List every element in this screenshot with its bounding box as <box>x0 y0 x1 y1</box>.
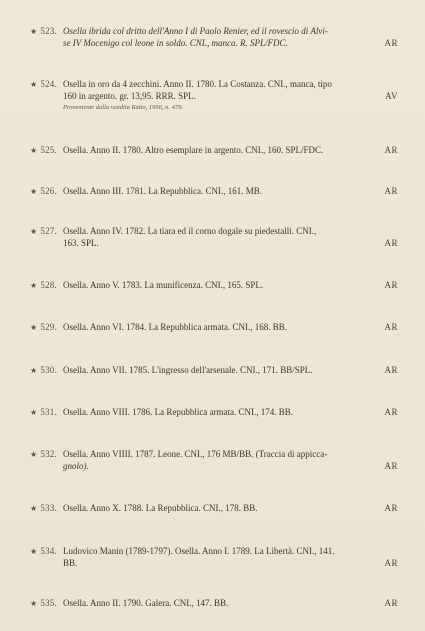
lot-number: ★ 534. <box>30 546 57 556</box>
star-icon: ★ <box>30 599 38 608</box>
lot-description: Osella. Anno VIII. 1786. La Repubblica armata. CNI., 174. BB. <box>63 407 294 417</box>
star-icon: ★ <box>30 323 38 332</box>
metal-code: AR <box>384 598 398 608</box>
provenance-note: Proveniente dalla vendita Ratto, 1956, n. 479. <box>63 104 183 111</box>
lot-description: Osella. Anno VII. 1785. L'ingresso dell'arsenale. CNI., 171. BB/SPL. <box>63 365 313 375</box>
star-icon: ★ <box>30 281 38 290</box>
star-icon: ★ <box>30 504 38 513</box>
lot-description: Osella in oro da 4 zecchini. Anno II. 1780. La Costanza. CNI., manca, tipo 160 in argento. gr. 13,95. RRR. SPL. Proveniente dalla vendita Ratto, 1956, n. 479. <box>63 78 398 112</box>
lot-description: Osella. Anno VIIII. 1787. Leone. CNI., 176 MB/BB. (Traccia di appicca- gnolo). <box>63 449 328 471</box>
metal-code: AR <box>384 407 398 417</box>
star-icon: ★ <box>30 146 38 155</box>
star-icon: ★ <box>30 408 38 417</box>
lot-number: ★ 527. <box>30 226 57 236</box>
star-icon: ★ <box>30 27 38 36</box>
star-icon: ★ <box>30 366 38 375</box>
lot-number: ★ 533. <box>30 503 57 513</box>
lot-number: ★ 528. <box>30 280 57 290</box>
lot-number: ★ 524. <box>30 79 57 89</box>
metal-code: AV <box>385 91 398 101</box>
star-icon: ★ <box>30 450 38 459</box>
lot-description: Osella. Anno II. 1790. Galera. CNI., 147. BB. <box>63 598 229 608</box>
lot-description: Osella ibrida col dritto dell'Anno I di Paolo Renier, ed il rovescio di Alvi- se IV Mocenigo col leone in soldo. CNI., manca. R. SPL/FDC. <box>63 26 328 48</box>
lot-number: ★ 526. <box>30 186 57 196</box>
lot-number: ★ 532. <box>30 449 57 459</box>
metal-code: AR <box>384 145 398 155</box>
metal-code: AR <box>384 558 398 568</box>
metal-code: AR <box>384 322 398 332</box>
metal-code: AR <box>384 503 398 513</box>
lot-description: Osella. Anno VI. 1784. La Repubblica armata. CNI., 168. BB. <box>63 322 288 332</box>
metal-code: AR <box>384 238 398 248</box>
lot-number: ★ 531. <box>30 407 57 417</box>
lot-description: Osella. Anno III. 1781. La Repubblica. CNI., 161. MB. <box>63 186 262 196</box>
lot-description: Osella. Anno IV. 1782. La tiara ed il corno dogale su piedestalli. CNI., 163. SPL. <box>63 226 317 248</box>
lot-number: ★ 523. <box>30 26 57 36</box>
lot-number: ★ 525. <box>30 145 57 155</box>
metal-code: AR <box>384 461 398 471</box>
star-icon: ★ <box>30 80 38 89</box>
lot-number: ★ 530. <box>30 365 57 375</box>
lot-number: ★ 535. <box>30 598 57 608</box>
lot-number: ★ 529. <box>30 322 57 332</box>
metal-code: AR <box>384 38 398 48</box>
metal-code: AR <box>384 186 398 196</box>
metal-code: AR <box>384 280 398 290</box>
lot-description: Osella. Anno V. 1783. La munificenza. CNI., 165. SPL. <box>63 280 264 290</box>
lot-description: Ludovico Manin (1789-1797). Osella. Anno I. 1789. La Libertà. CNI., 141. BB. <box>63 546 335 568</box>
star-icon: ★ <box>30 227 38 236</box>
lot-description: Osella. Anno II. 1780. Altro esemplare in argento. CNI., 160. SPL/FDC. <box>63 145 324 155</box>
metal-code: AR <box>384 365 398 375</box>
star-icon: ★ <box>30 547 38 556</box>
star-icon: ★ <box>30 187 38 196</box>
lot-description: Osella. Anno X. 1788. La Repubblica. CNI., 178. BB. <box>63 503 258 513</box>
